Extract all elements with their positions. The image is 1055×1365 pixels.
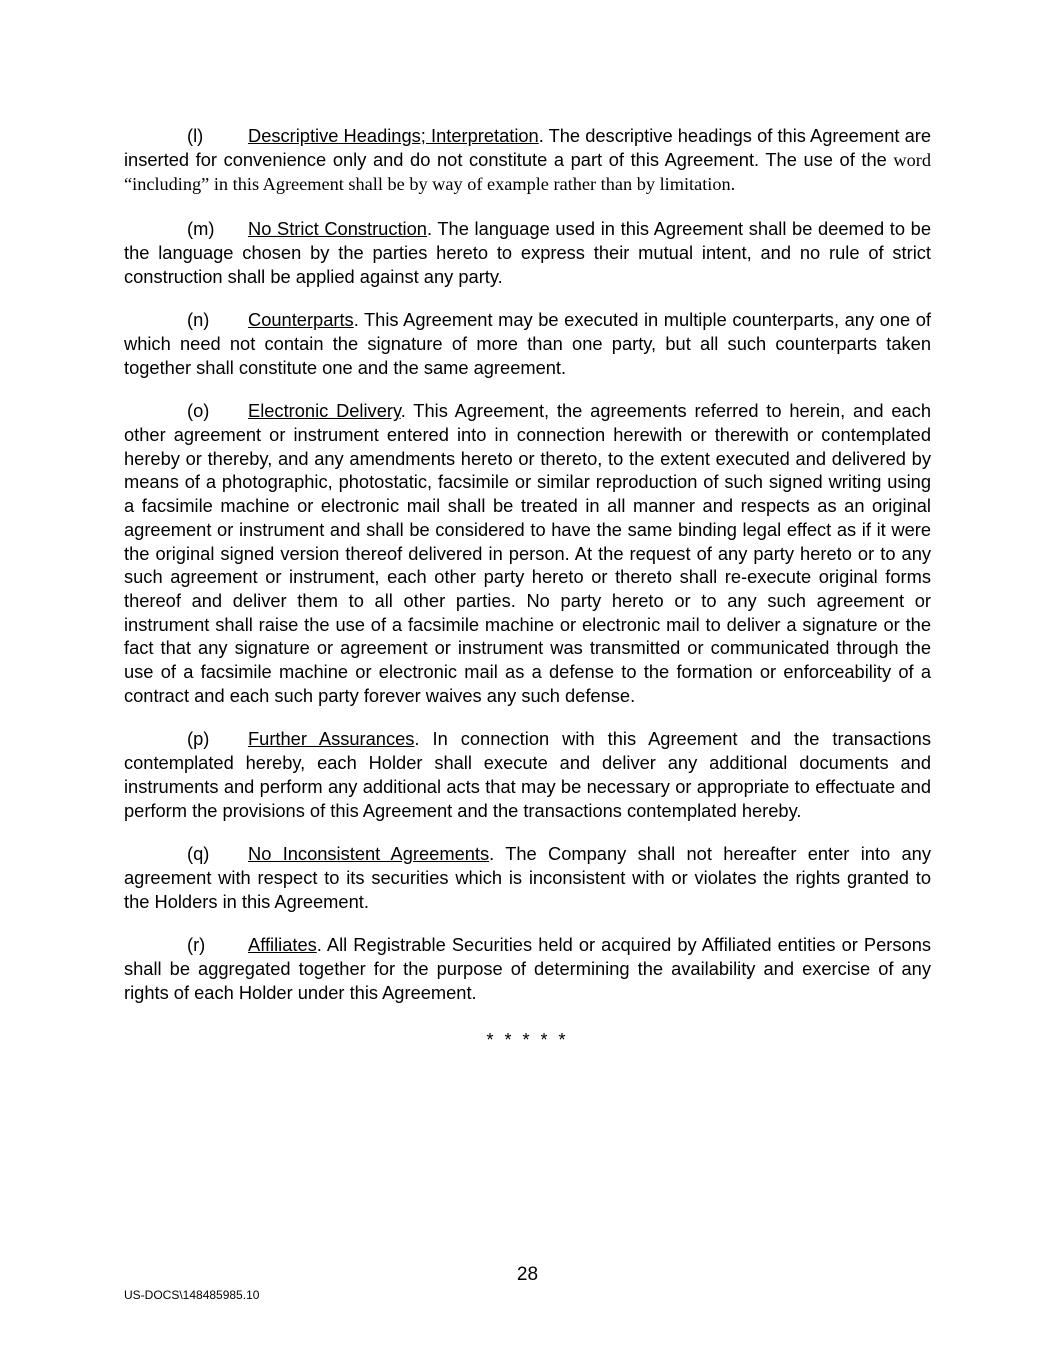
section-text: . The language used in this Agreement shall be deemed to be the language chosen by the parties hereto to express their mutual intent, and no rule of strict construction shall be applied against any party.	[124, 218, 932, 287]
section-q-paragraph	[124, 842, 931, 913]
page-number: 28	[516, 1264, 539, 1285]
section-text: . This Agreement, the agreements referred to herein, and each other agreement or instrument entered into in connection herewith or therewith or contemplated hereby or thereby, and any amendments hereto or thereto, to the extent executed and delivered by means of a photographic, photostatic, facsimile or similar reproduction of such signed writing using a facsimile machine or electronic mail shall be treated in all manner and respects as an original agreement or instrument and shall be considered to have the same binding legal effect as if it were the original signed version thereof delivered in person. At the request of any party hereto or to any such agreement or instrument, each other party hereto or thereto shall re-execute original forms thereof and deliver them to all other parties. No party hereto or to any such agreement or instrument shall raise the use of a facsimile machine or electronic mail to deliver a signature or the fact that any signature or agreement or instrument was transmitted or communicated through the use of a facsimile machine or electronic mail as a defense to the formation or enforceability of a contract and each such party forever waives any such defense.	[124, 400, 931, 706]
section-r-paragraph	[124, 933, 931, 1004]
section-number: (l)	[187, 125, 204, 146]
section-text: . All Registrable Securities held or acquired by Affiliated entities or Persons shall be aggregated together for the purpose of determining the availability and exercise of any rights of each Holder under this Agreement.	[124, 934, 931, 1003]
section-number: (p)	[187, 728, 210, 750]
section-l-paragraph	[124, 124, 931, 197]
section-heading: Affiliates	[248, 934, 317, 956]
section-heading: Electronic Delivery	[248, 400, 401, 422]
section-text: . This Agreement may be executed in multiple counterparts, any one of which need not contain the signature of more than one party, but all such counterparts taken together shall constitute one and the same agreement.	[124, 309, 931, 378]
section-p-paragraph	[124, 727, 931, 822]
section-heading: No Strict Construction	[248, 218, 427, 240]
section-number: (r)	[187, 934, 206, 956]
section-number: (o)	[187, 400, 210, 422]
section-o-paragraph	[124, 399, 931, 707]
document-id-footer: US-DOCS\148485985.10	[124, 1288, 260, 1302]
end-separator: * * * * *	[486, 1030, 569, 1050]
section-number: (q)	[187, 843, 210, 865]
section-text: . The descriptive headings of this Agreement are inserted for convenience only and do not constitute a part of this Agreement. The use of the	[124, 125, 931, 170]
section-heading: Counterparts	[248, 309, 354, 331]
section-text: . The Company shall not hereafter enter into any agreement with respect to its securities which is inconsistent with or violates the rights granted to the Holders in this Agreement.	[124, 843, 931, 912]
section-text: . In connection with this Agreement and the transactions contemplated hereby, each Holder shall execute and deliver any additional documents and instruments and perform any additional acts that may be necessary or appropriate to effectuate and perform the provisions of this Agreement and the transactions contemplated hereby.	[124, 728, 931, 821]
section-n-paragraph	[124, 308, 931, 379]
section-heading: Descriptive Headings; Interpretation	[248, 125, 539, 146]
section-heading: No Inconsistent Agreements	[248, 843, 490, 865]
section-text-serif: word “including” in this Agreement shall be by way of example rather than by limitation.	[124, 149, 931, 195]
section-m-paragraph	[124, 217, 931, 288]
section-number: (m)	[187, 218, 215, 240]
section-heading: Further Assurances	[248, 728, 415, 750]
document-body	[124, 124, 931, 1025]
section-number: (n)	[187, 309, 210, 331]
